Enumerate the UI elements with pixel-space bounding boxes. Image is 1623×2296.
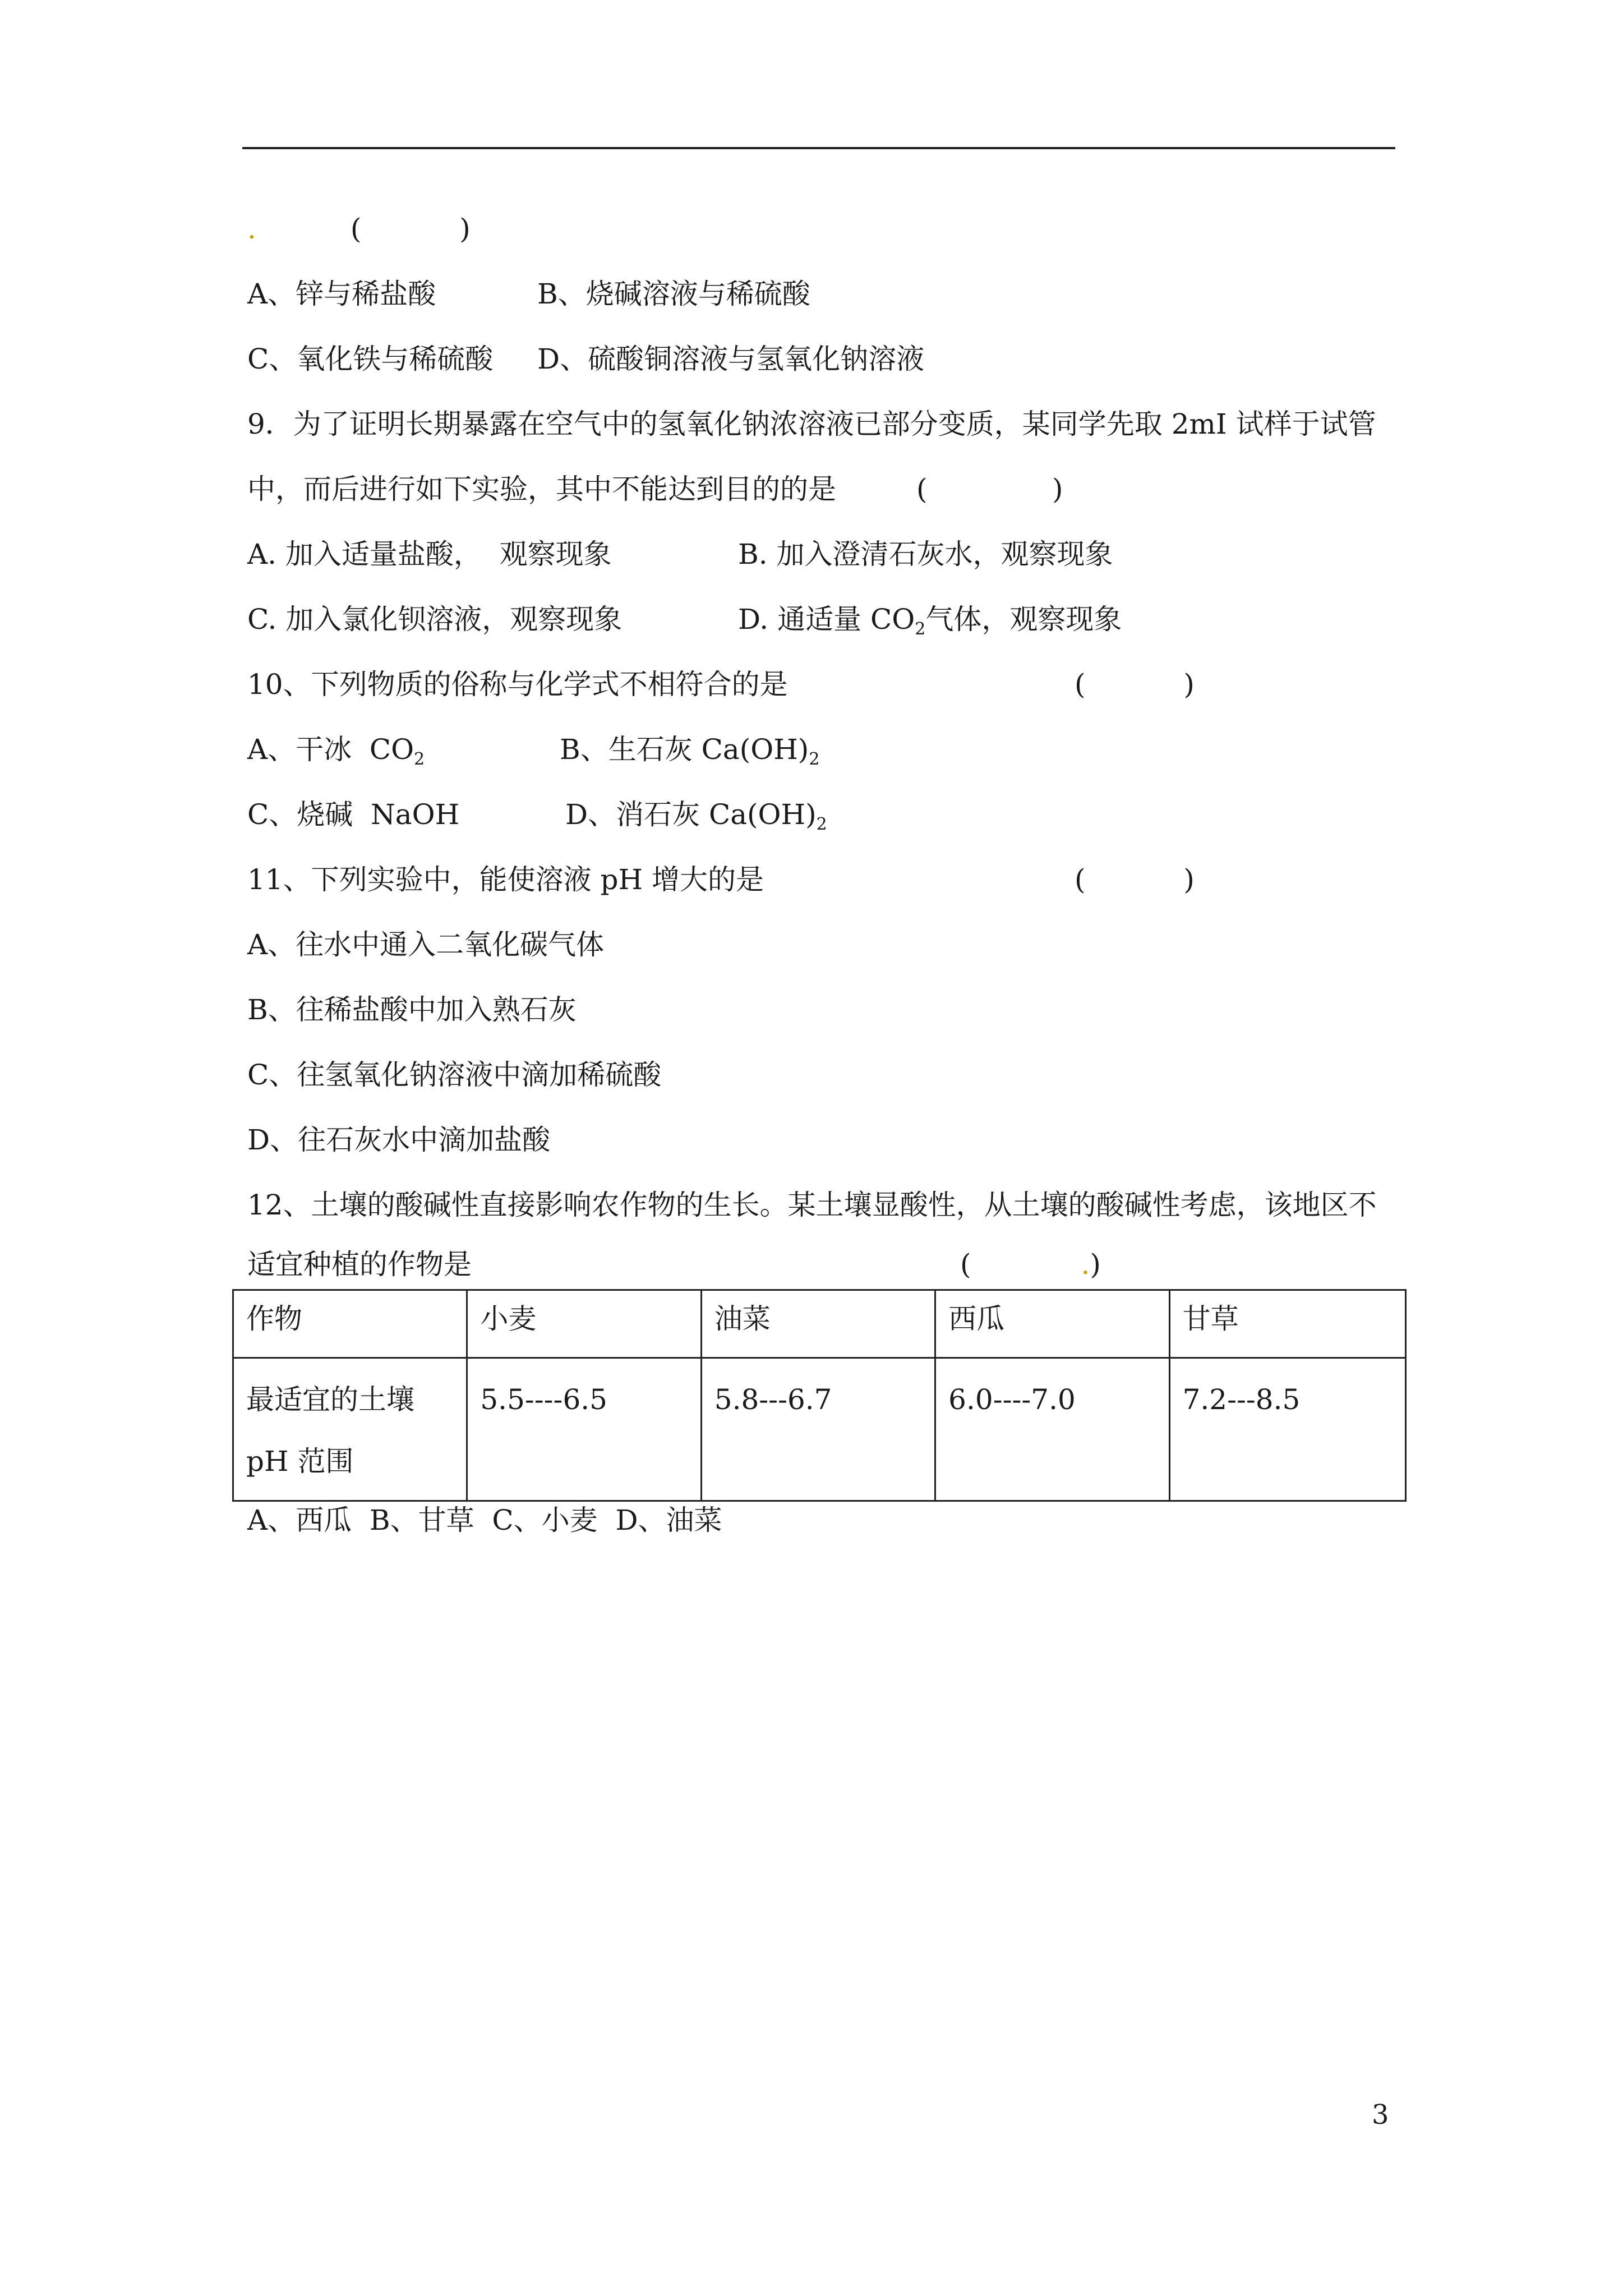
row-label-line2: pH 范围 [246, 1445, 354, 1478]
q11-option-b: B、往稀盐酸中加入熟石灰 [247, 993, 577, 1026]
q10-option-a-sub: 2 [414, 749, 425, 769]
page-number: 3 [1372, 2099, 1389, 2131]
table-header-cell: 作物 [233, 1290, 467, 1358]
q10-option-a [247, 733, 425, 769]
q12-paren [960, 1248, 1101, 1281]
q11-option-a: A、往水中通入二氧化碳气体 [247, 928, 605, 961]
header-rule [242, 147, 1395, 149]
q10-option-b-sub: 2 [809, 749, 820, 769]
q12-paren-close: ) [1090, 1248, 1101, 1281]
q11-stem: 11、下列实验中，能使溶液 pH 增大的是 [247, 863, 764, 896]
q10-option-d [565, 798, 827, 834]
table-cell: 5.5----6.5 [467, 1358, 701, 1501]
crop-ph-table [232, 1289, 1407, 1502]
q10-option-a-text: A、干冰 CO [247, 733, 414, 766]
q12-options: A、西瓜 B、甘草 C、小麦 D、油菜 [247, 1504, 722, 1536]
q9-stem-line1: 9．为了证明长期暴露在空气中的氢氧化钠浓溶液已部分变质，某同学先取 2mI 试样于试管 [247, 408, 1376, 440]
table-header-row [233, 1290, 1406, 1358]
q11-option-c: C、往氢氧化钠溶液中滴加稀硫酸 [247, 1059, 662, 1091]
q9-paren: ( ) [916, 473, 1063, 505]
q11-paren: ( ) [1075, 863, 1195, 896]
q9-option-d-text: D. 通适量 CO [738, 603, 915, 636]
q9-option-a: A. 加入适量盐酸， 观察现象 [247, 538, 612, 570]
table-header-cell: 西瓜 [935, 1290, 1169, 1358]
q9-option-b: B. 加入澄清石灰水，观察现象 [738, 538, 1113, 570]
q10-option-b-text: B、生石灰 Ca(OH) [560, 733, 809, 766]
q9-option-c: C. 加入氯化钡溶液，观察现象 [247, 603, 623, 636]
q9-stem-line2: 中，而后进行如下实验，其中不能达到目的的是 [247, 473, 836, 505]
q8-dot: . [247, 213, 256, 245]
q12-stem-line2: 适宜种植的作物是 [247, 1248, 472, 1281]
table-header-cell: 甘草 [1169, 1290, 1405, 1358]
table-header-cell: 油菜 [701, 1290, 935, 1358]
row-label-line1: 最适宜的土壤 [246, 1383, 414, 1416]
q12-paren-open: ( [960, 1248, 971, 1281]
q10-paren: ( ) [1075, 668, 1195, 701]
q9-option-d-tail: 气体，观察现象 [925, 603, 1122, 636]
q8-option-a: A、锌与稀盐酸 [247, 278, 436, 310]
table-cell: 7.2---8.5 [1169, 1358, 1405, 1501]
table-row-label [233, 1358, 467, 1501]
q12-stem-line1: 12、土壤的酸碱性直接影响农作物的生长。某土壤显酸性，从土壤的酸碱性考虑，该地区不 [247, 1189, 1377, 1221]
table-row [233, 1358, 1406, 1501]
q10-stem: 10、下列物质的俗称与化学式不相符合的是 [247, 668, 788, 701]
q12-paren-dot: . [1081, 1248, 1090, 1281]
table-header-cell: 小麦 [467, 1290, 701, 1358]
q8-option-d: D、硫酸铜溶液与氢氧化钠溶液 [537, 343, 925, 375]
q11-option-d: D、往石灰水中滴加盐酸 [247, 1124, 551, 1156]
q10-option-c: C、烧碱 NaOH [247, 798, 460, 831]
q8-tail [247, 212, 471, 246]
table-cell: 6.0----7.0 [935, 1358, 1169, 1501]
q10-option-d-sub: 2 [816, 815, 827, 834]
q8-option-c: C、氧化铁与稀硫酸 [247, 343, 494, 375]
q9-option-d-sub: 2 [915, 619, 926, 639]
q9-option-d [738, 602, 1122, 639]
q8-option-b: B、烧碱溶液与稀硫酸 [537, 278, 810, 310]
q10-option-b [560, 733, 820, 769]
q10-option-d-text: D、消石灰 Ca(OH) [565, 798, 817, 831]
q8-paren: ( ) [350, 213, 471, 245]
table-cell: 5.8---6.7 [701, 1358, 935, 1501]
